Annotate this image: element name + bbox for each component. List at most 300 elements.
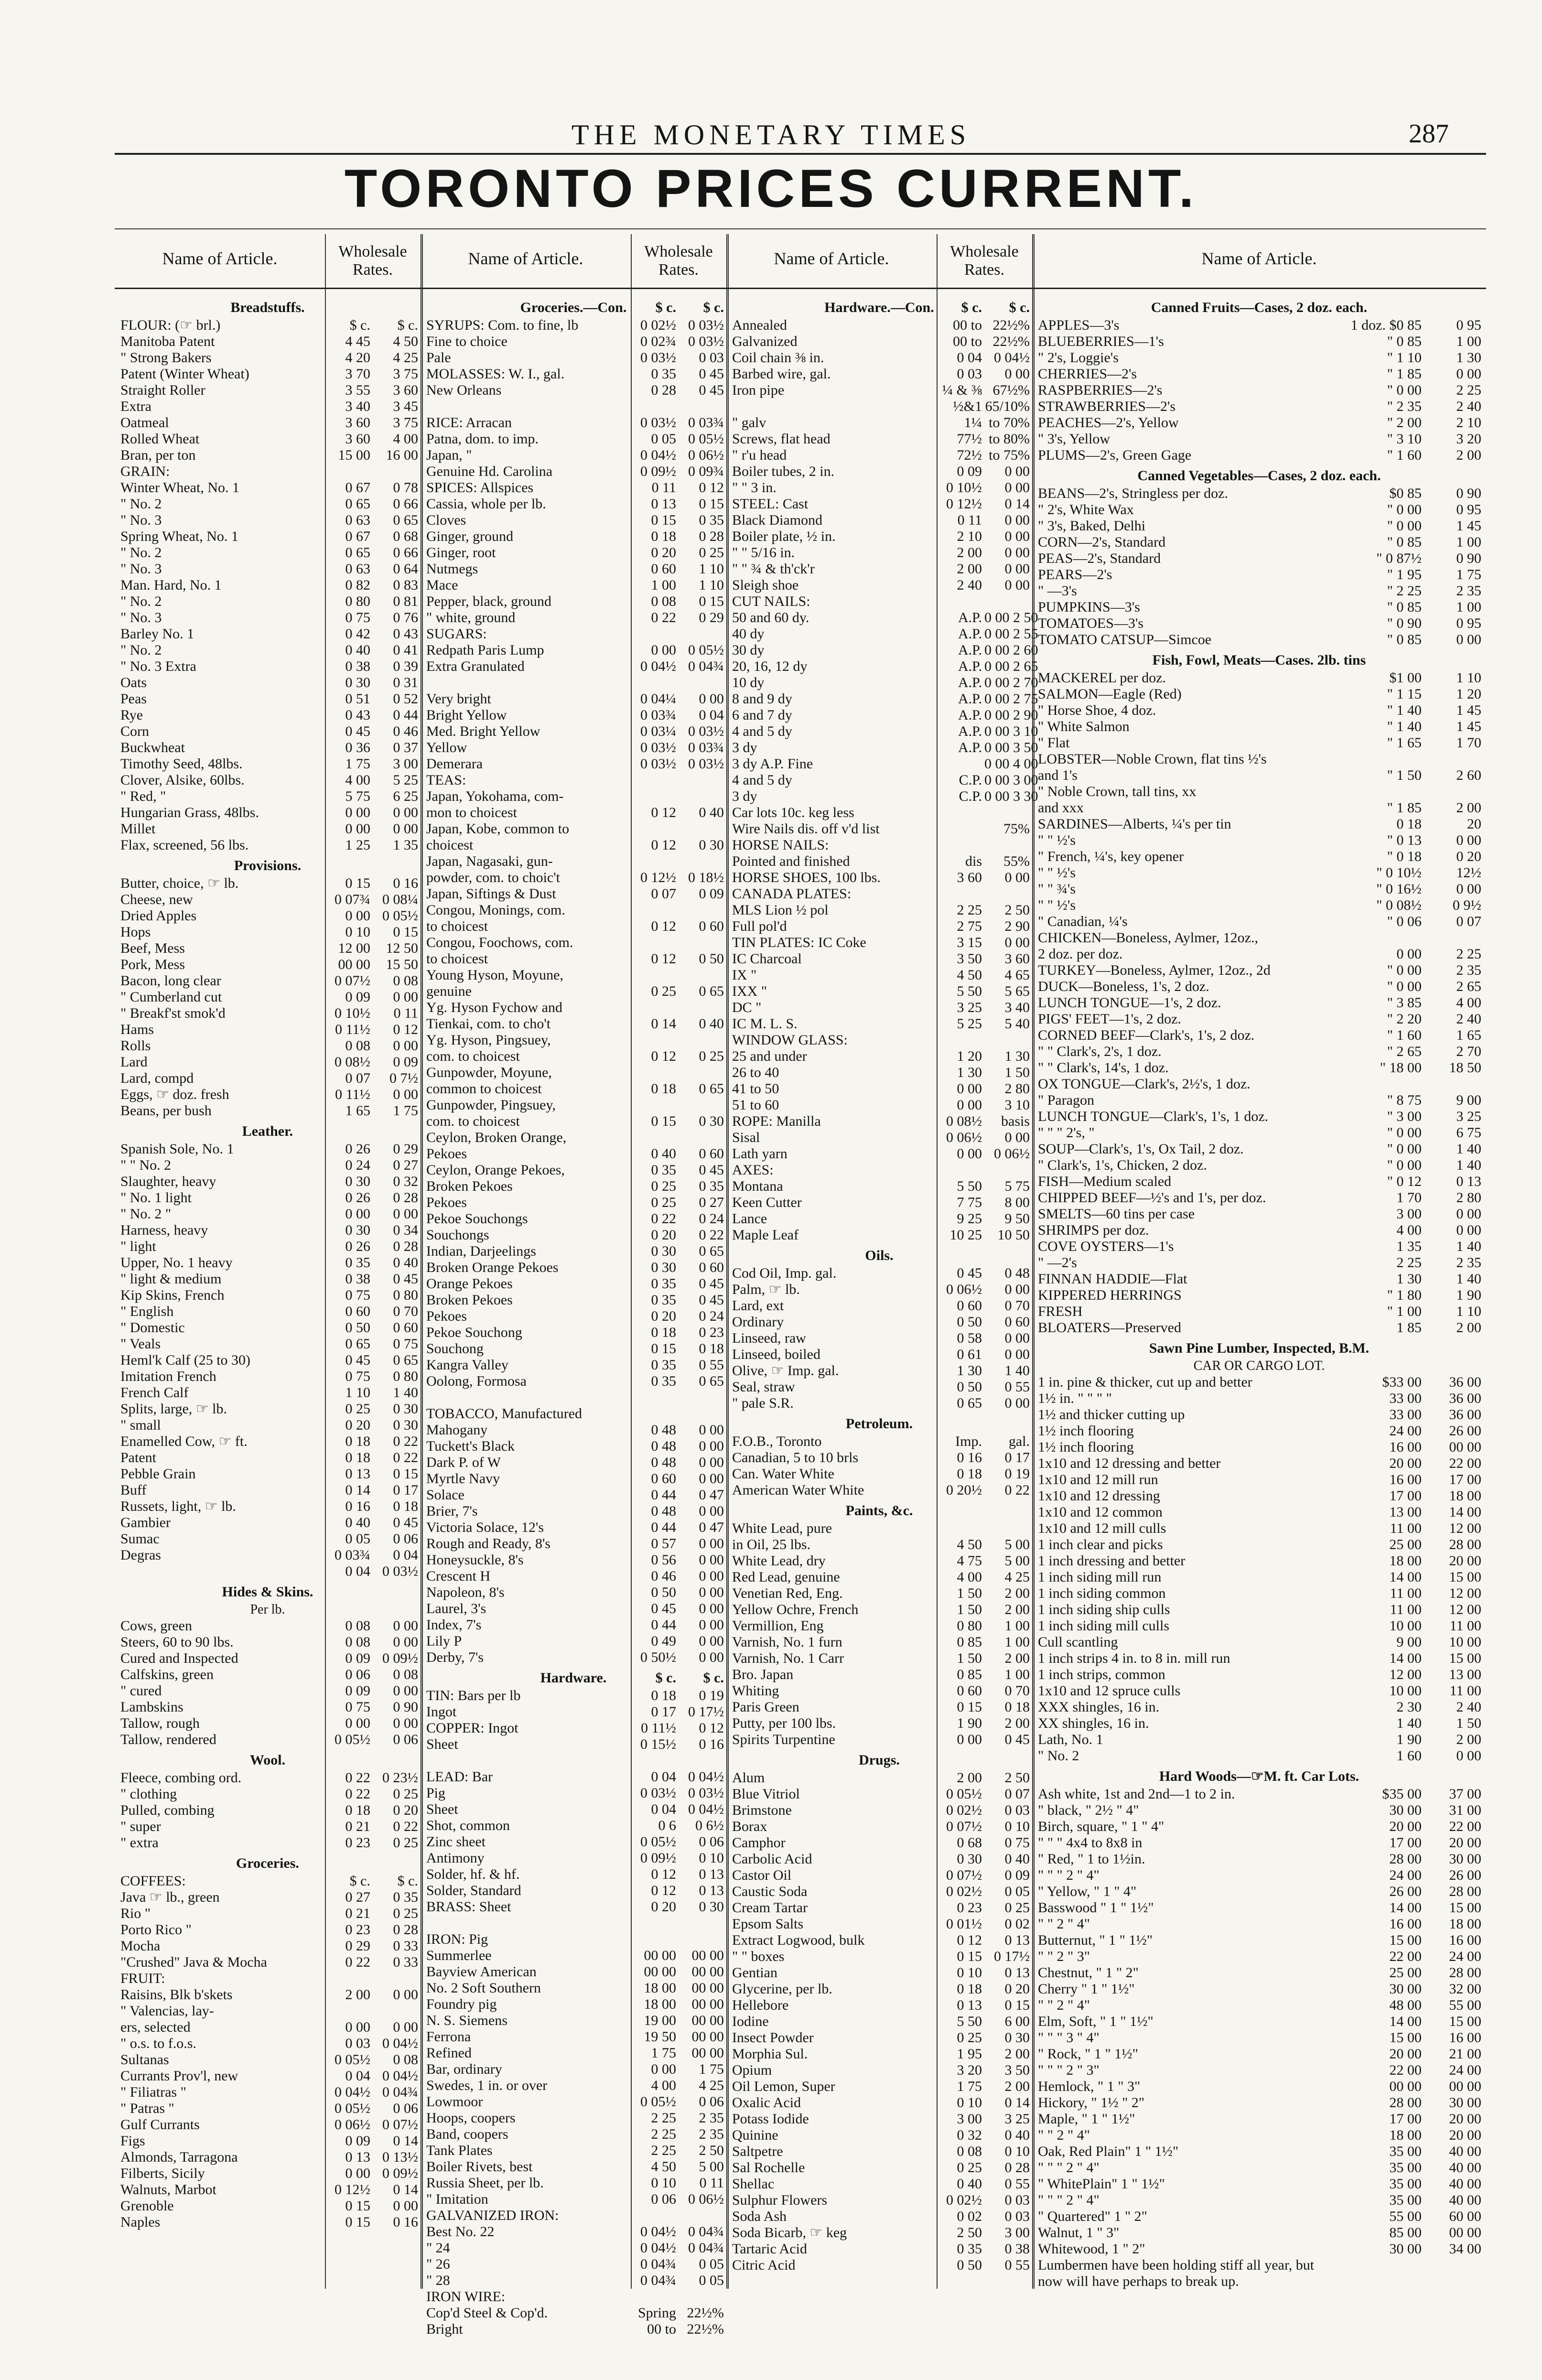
section-title: Wool.: [249, 1752, 286, 1768]
rate-high: 0 11: [393, 1005, 418, 1021]
price-row: [115, 1038, 421, 1054]
price-row: [421, 1130, 726, 1146]
price-row: [1032, 447, 1486, 463]
article-name: Demerara: [426, 756, 483, 772]
section-title: Breadstuffs.: [230, 300, 305, 315]
column-header: [726, 234, 1032, 289]
price-row: [1032, 1618, 1486, 1634]
rate-high: $ c.: [397, 317, 418, 333]
rate-low: 0 60: [651, 1471, 676, 1486]
article-name: Cream Tartar: [732, 1900, 808, 1916]
article-name: WINDOW GLASS:: [732, 1032, 848, 1048]
rate-low: 35 00: [1389, 2192, 1422, 2208]
price-row: [1032, 2257, 1486, 2273]
rate-high: 1 45: [1456, 702, 1481, 718]
article-name: Iron pipe: [732, 382, 785, 398]
rate-high: 2 80: [1004, 1081, 1030, 1097]
rate-low: 0 15: [651, 1113, 676, 1129]
unit-text: Per lb.: [250, 1602, 285, 1617]
price-row: [726, 1032, 1032, 1048]
price-row: [1032, 615, 1486, 632]
article-name: " light: [120, 1238, 156, 1254]
rate-low: 0 67: [345, 480, 370, 495]
price-row: [421, 1850, 726, 1866]
article-name: Orange Pekoes: [426, 1276, 513, 1292]
rate-high: 0 00: [393, 1683, 418, 1699]
section-heading: [115, 1851, 421, 1873]
article-name: Oak, Red Plain" 1 " 1½": [1038, 2143, 1179, 2159]
rate-high: 8 00: [1004, 1195, 1030, 1210]
price-row: [115, 707, 421, 723]
rate-high: 1 00: [1004, 1634, 1030, 1650]
rate-high: 0 04¾: [688, 2224, 724, 2240]
rate-high: 0 55: [699, 1357, 724, 1373]
rate-high: 0 05: [699, 2256, 724, 2272]
rate-high: 0 00: [699, 691, 724, 707]
article-name: STEEL: Cast: [732, 496, 809, 512]
rate-low: 0 20: [651, 1308, 676, 1324]
article-name: Mocha: [120, 1938, 161, 1954]
rate-high: 22½%: [992, 317, 1030, 333]
article-name: Kangra Valley: [426, 1357, 508, 1373]
rate-high: 9 00: [1456, 1092, 1481, 1108]
article-name: Redpath Paris Lump: [426, 642, 544, 658]
article-name: Sisal: [732, 1130, 760, 1145]
price-row: [115, 1835, 421, 1851]
rate-high: 0 09½: [382, 1650, 418, 1666]
rate-high: 0 00: [393, 1987, 418, 2003]
price-row: [726, 1553, 1032, 1569]
rate-low: 0 00: [345, 821, 370, 837]
price-row: [115, 2068, 421, 2084]
price-row: [726, 951, 1032, 967]
article-name: Black Diamond: [732, 512, 823, 528]
rate-low: " 0 00: [1387, 518, 1422, 534]
article-name: IX ": [732, 967, 757, 983]
rate-high: 0 76: [393, 610, 418, 625]
price-row: [115, 334, 421, 350]
article-name: Cassia, whole per lb.: [426, 496, 546, 512]
price-row: [1032, 1602, 1486, 1618]
rate-low: 14 00: [1389, 2014, 1422, 2029]
rate-low: 1 65: [345, 1103, 370, 1119]
rate-low: 0 82: [345, 577, 370, 593]
section-heading: [1032, 295, 1486, 317]
article-name: Russets, light, ☞ lb.: [120, 1498, 236, 1514]
article-name: " r'u head: [732, 447, 787, 463]
rate-low: 0 80: [957, 1618, 982, 1634]
price-row: [726, 1569, 1032, 1585]
price-row: [1032, 1916, 1486, 1932]
rate-high: 0 00: [1004, 870, 1030, 885]
rate-high: 0 65: [699, 1373, 724, 1389]
price-row: [115, 1873, 421, 1889]
rate-high: 00 00: [691, 1980, 724, 1996]
price-row: [726, 2095, 1032, 2111]
rate-high: 2 00: [1004, 2078, 1030, 2094]
price-row: [115, 1174, 421, 1190]
rate-high: 3 25: [1004, 2111, 1030, 2127]
price-row: [115, 1022, 421, 1038]
article-name: " black, " 2½ " 4": [1038, 1802, 1139, 1818]
price-row: [726, 691, 1038, 707]
rate-high: 5 00: [1004, 1537, 1030, 1552]
rate-high: 0 16: [393, 875, 418, 891]
rate-low: 3 00: [957, 2111, 982, 2127]
rate-high: 0 00: [1456, 881, 1481, 897]
price-row: [115, 788, 421, 805]
price-row: [421, 1178, 726, 1195]
rate-high: 0 00: [699, 1617, 724, 1633]
article-name: CORNED BEEF—Clark's, 1's, 2 doz.: [1038, 1027, 1255, 1043]
rate-low: 0 48: [651, 1438, 676, 1454]
price-row: [421, 1389, 726, 1406]
article-name: " Strong Bakers: [120, 350, 212, 366]
price-row: [1032, 946, 1486, 962]
rate-high: 0 81: [393, 593, 418, 609]
rate-low: 0 12½: [946, 496, 982, 512]
article-name: " Domestic: [120, 1320, 185, 1335]
price-row: [726, 837, 1032, 853]
masthead-rule: [115, 153, 1486, 155]
price-row: [421, 1915, 726, 1931]
rate-low: 0 65: [345, 1336, 370, 1352]
rate-low: " 2 35: [1387, 398, 1422, 414]
article-name: Oatmeal: [120, 415, 169, 431]
article-name: Boiler plate, ½ in.: [732, 528, 836, 544]
rate-low: 24 00: [1389, 1423, 1422, 1439]
price-row: [421, 334, 726, 350]
price-row: [115, 973, 421, 989]
rate-high: 0 00: [1004, 1346, 1030, 1362]
article-name: Japan, Nagasaki, gun-: [426, 853, 553, 869]
rate-high: 1 40: [1004, 1363, 1030, 1378]
rate-high: 0 25: [393, 1786, 418, 1802]
rate-high: 0 00: [1004, 545, 1030, 560]
price-row: [1032, 767, 1486, 784]
article-name: " Clark's, 1's, Chicken, 2 doz.: [1038, 1157, 1207, 1173]
price-row: [421, 610, 726, 626]
section-title: Sawn Pine Lumber, Inspected, B.M.: [1149, 1340, 1369, 1356]
article-name: FLOUR: (☞ brl.): [120, 317, 221, 333]
rate-low: 3 15: [957, 935, 982, 950]
article-name: 1 inch siding common: [1038, 1585, 1166, 1601]
article-name: " 26: [426, 2256, 450, 2272]
article-name: to choicest: [426, 918, 488, 934]
article-name: " " ½'s: [1038, 865, 1076, 881]
rate-high: 0 00: [699, 1601, 724, 1616]
rate-high: to 70%: [989, 415, 1030, 431]
article-name: Bran, per ton: [120, 447, 196, 463]
rate-high: 0 20: [393, 1802, 418, 1818]
rate-high: 0 13: [1004, 1932, 1030, 1948]
rate-low: 0 00: [345, 1715, 370, 1731]
price-row: [726, 1195, 1032, 1211]
article-name: FRUIT:: [120, 1971, 165, 1986]
rate-high: 0 00 2 75: [984, 691, 1038, 707]
article-name: Soda Ash: [732, 2208, 787, 2224]
price-row: [421, 447, 726, 463]
section-title: Provisions.: [234, 858, 302, 873]
article-name: to choicest: [426, 951, 488, 967]
rate-low: 0 10: [957, 2095, 982, 2111]
rate-high: 2 80: [1456, 1190, 1481, 1206]
price-row: [115, 626, 421, 642]
headline-rule: [115, 228, 1486, 229]
rate-high: 4 65: [1004, 967, 1030, 983]
rate-low: 0 75: [345, 1368, 370, 1384]
rate-low: 0 08: [651, 593, 676, 609]
price-row: [726, 1699, 1032, 1715]
price-row: [726, 821, 1032, 837]
rate-low: 0 08: [345, 1618, 370, 1634]
price-row: [726, 902, 1032, 918]
rate-high: 17 00: [1449, 1472, 1481, 1487]
article-name: PEACHES—2's, Yellow: [1038, 415, 1179, 431]
rate-low: 0 11½: [335, 1022, 370, 1037]
rate-low: 0 44: [651, 1487, 676, 1503]
price-row: [1032, 1650, 1486, 1667]
price-row: [421, 983, 726, 1000]
article-name: HORSE NAILS:: [732, 837, 829, 853]
article-name: Lard: [120, 1054, 148, 1070]
rate-high: 0 45: [699, 1276, 724, 1292]
rate-low: 0 32: [957, 2127, 982, 2143]
price-row: [421, 1016, 726, 1032]
rate-low: 0 00: [345, 2165, 370, 2181]
rate-low: C.P.: [959, 788, 982, 804]
rate-high: 0 09: [1004, 1867, 1030, 1883]
article-name: Fleece, combing ord.: [120, 1770, 242, 1786]
rate-low: 15 00: [1389, 2030, 1422, 2046]
article-name: " Breakf'st smok'd: [120, 1005, 226, 1021]
price-row: [726, 1732, 1032, 1748]
rate-high: 0 04½: [382, 2068, 418, 2084]
article-name: Keen Cutter: [732, 1195, 802, 1210]
rate-low: 0 16: [345, 1498, 370, 1514]
article-name: 1 inch siding mill run: [1038, 1569, 1162, 1585]
article-name: Tallow, rendered: [120, 1732, 216, 1747]
rate-high: 36 00: [1449, 1407, 1481, 1422]
rate-low: 30 00: [1389, 2241, 1422, 2257]
article-name: Swedes, 1 in. or over: [426, 2078, 548, 2093]
rate-high: 0 00 2 90: [984, 707, 1038, 723]
article-name: CHIPPED BEEF—½'s and 1's, per doz.: [1038, 1190, 1266, 1206]
article-name: 3 dy: [732, 788, 757, 804]
price-row: [726, 431, 1032, 447]
price-row: [726, 707, 1038, 723]
price-row: [726, 2078, 1032, 2095]
rate-low: 85 00: [1389, 2225, 1422, 2240]
article-name: Lath, No. 1: [1038, 1732, 1103, 1747]
rate-low: 0 03: [345, 2035, 370, 2051]
rate-low: 0 05½: [334, 1732, 370, 1747]
price-row: [421, 2272, 726, 2289]
rate-low: 0 35: [345, 1255, 370, 1271]
rate-high: 0 08¼: [382, 892, 418, 907]
article-name: BEANS—2's, Stringless per doz.: [1038, 485, 1228, 501]
rate-high: 0 13: [1456, 1174, 1481, 1189]
article-name: Annealed: [732, 317, 787, 333]
section-heading: [1032, 463, 1486, 485]
rate-high: 0 40: [393, 1255, 418, 1271]
rate-low: 14 00: [1389, 1900, 1422, 1916]
rate-high: 1 00: [1456, 334, 1481, 349]
rate-low: 1 75: [651, 2045, 676, 2061]
article-name: Souchongs: [426, 1227, 489, 1243]
price-row: [115, 772, 421, 788]
section-heading: [1032, 1764, 1486, 1786]
article-name: " Noble Crown, tall tins, xx: [1038, 784, 1197, 799]
rate-low: 0 03½: [640, 1785, 676, 1801]
rate-high: 0 19: [1004, 1466, 1030, 1482]
article-name: choicest: [426, 837, 474, 853]
rate-high: 0 7½: [389, 1070, 418, 1086]
rate-high: 6 25: [393, 788, 418, 804]
rate-low: 0 45: [957, 1265, 982, 1281]
price-row: [421, 382, 726, 398]
price-row: [421, 1753, 726, 1769]
article-name: Gambier: [120, 1515, 171, 1530]
price-row: [1032, 1044, 1486, 1060]
name-header: Name of Article.: [468, 249, 583, 268]
article-name: " cured: [120, 1683, 162, 1699]
rate-high: 1 45: [1456, 518, 1481, 534]
article-name: 1 inch strips, common: [1038, 1667, 1165, 1682]
price-row: [421, 723, 726, 740]
article-name: 26 to 40: [732, 1065, 779, 1080]
article-name: " " Clark's, 2's, 1 doz.: [1038, 1044, 1162, 1059]
article-name: Antimony: [426, 1850, 485, 1866]
rate-high: 0 03¾: [688, 415, 724, 431]
article-name: KIPPERED HERRINGS: [1038, 1287, 1182, 1303]
rate-high: 0 00 3 00: [984, 772, 1038, 788]
rate-high: 0 34: [393, 1222, 418, 1238]
price-row: [421, 1519, 726, 1536]
price-row: [115, 1498, 421, 1515]
article-name: Hellebore: [732, 1997, 789, 2013]
price-row: [115, 1531, 421, 1547]
article-name: Putty, per 100 lbs.: [732, 1715, 836, 1731]
rate-high: 20 00: [1449, 2111, 1481, 2127]
article-name: Tuckett's Black: [426, 1438, 515, 1454]
price-row: [115, 463, 421, 480]
article-name: Harness, heavy: [120, 1222, 208, 1238]
article-name: Derby, 7's: [426, 1649, 484, 1665]
article-name: " " " 2 " 4": [1038, 2192, 1100, 2208]
article-name: Beef, Mess: [120, 940, 185, 956]
price-row: [115, 1450, 421, 1466]
rate-high: 1 90: [1456, 1287, 1481, 1303]
rate-high: 3 75: [393, 366, 418, 382]
rate-low: $35 00: [1382, 1786, 1422, 1802]
article-name: Shellac: [732, 2176, 775, 2192]
price-row: [1032, 2046, 1486, 2062]
article-name: Morphia Sul.: [732, 2046, 808, 2062]
article-name: Steers, 60 to 90 lbs.: [120, 1634, 234, 1650]
rate-high: 0 04¾: [382, 2084, 418, 2100]
price-row: [421, 1899, 726, 1915]
price-row: [421, 2110, 726, 2126]
price-row: [421, 805, 726, 821]
rate-high: 0 78: [393, 480, 418, 495]
rate-high: 0 11: [699, 2175, 724, 2191]
article-name: 1x10 and 12 common: [1038, 1504, 1163, 1520]
rate-high: 32 00: [1449, 1981, 1481, 1997]
article-name: Sumac: [120, 1531, 160, 1547]
rate-low: 0 13: [345, 2149, 370, 2165]
price-row: [1032, 518, 1486, 534]
rate-low: 00 00: [1389, 2078, 1422, 2094]
rate-low: 00 00: [644, 1964, 676, 1980]
price-row: [421, 463, 726, 480]
rate-high: 0 38: [1004, 2241, 1030, 2257]
rate-low: 5 25: [957, 1016, 982, 1032]
rate-low: 0 75: [345, 610, 370, 625]
rate-high: 0 00: [699, 1454, 724, 1470]
article-name: Pork, Mess: [120, 957, 185, 972]
rate-high: 0 03½: [688, 334, 724, 349]
rate-high: 0 18: [1004, 1699, 1030, 1715]
rate-high: 2 00: [1004, 1715, 1030, 1731]
rate-low: 0 75: [345, 1287, 370, 1303]
price-row: [726, 382, 1032, 398]
rate-low: 00 00: [644, 1948, 676, 1963]
rate-low: 0 00: [345, 805, 370, 820]
rate-high: 0 06½: [688, 447, 724, 463]
rate-low: 0 09: [345, 1683, 370, 1699]
price-row: [421, 2143, 726, 2159]
article-name: Pebble Grain: [120, 1466, 196, 1482]
rate-low: 0 30: [345, 1174, 370, 1189]
price-row: [726, 1867, 1032, 1884]
rate-high: 1 40: [1456, 1271, 1481, 1287]
article-name: TEAS:: [426, 772, 466, 788]
rate-high: 0 06: [393, 1732, 418, 1747]
article-name: Opium: [732, 2062, 772, 2078]
rate-low: 0 06½: [946, 1282, 982, 1297]
rate-low: 0 48: [651, 1503, 676, 1519]
rate-low: 0 04: [651, 1769, 676, 1785]
column-header: [1032, 234, 1486, 289]
rate-low: 0 06: [651, 2191, 676, 2207]
price-row: [115, 2035, 421, 2052]
article-name: Rio ": [120, 1906, 151, 1921]
rate-low: 0 18: [651, 528, 676, 544]
price-row: [115, 1922, 421, 1938]
article-name: Cows, green: [120, 1618, 192, 1634]
rate-high: 2 35: [1456, 583, 1481, 599]
rate-high: 0 08: [393, 2052, 418, 2068]
rate-high: 0 06: [393, 1531, 418, 1547]
article-name: Whiting: [732, 1683, 779, 1699]
article-name: Insect Powder: [732, 2030, 814, 2046]
article-name: Solder, Standard: [426, 1883, 521, 1898]
rate-high: 2 00: [1004, 1602, 1030, 1617]
article-name: Foundry pig: [426, 1996, 497, 2012]
article-name: SMELTS—60 tins per case: [1038, 1206, 1195, 1222]
section-heading: [115, 1119, 421, 1141]
rate-low: 1 doz. $0 85: [1350, 317, 1422, 333]
price-row: [421, 1552, 726, 1568]
price-row: [421, 1325, 726, 1341]
price-row: [1032, 1157, 1486, 1174]
rate-low: 12 00: [1389, 1667, 1422, 1682]
price-row: [421, 1406, 726, 1422]
article-name: Timothy Seed, 48lbs.: [120, 756, 243, 772]
rate-low: A.P.: [958, 691, 982, 707]
article-name: " Cumberland cut: [120, 989, 222, 1005]
